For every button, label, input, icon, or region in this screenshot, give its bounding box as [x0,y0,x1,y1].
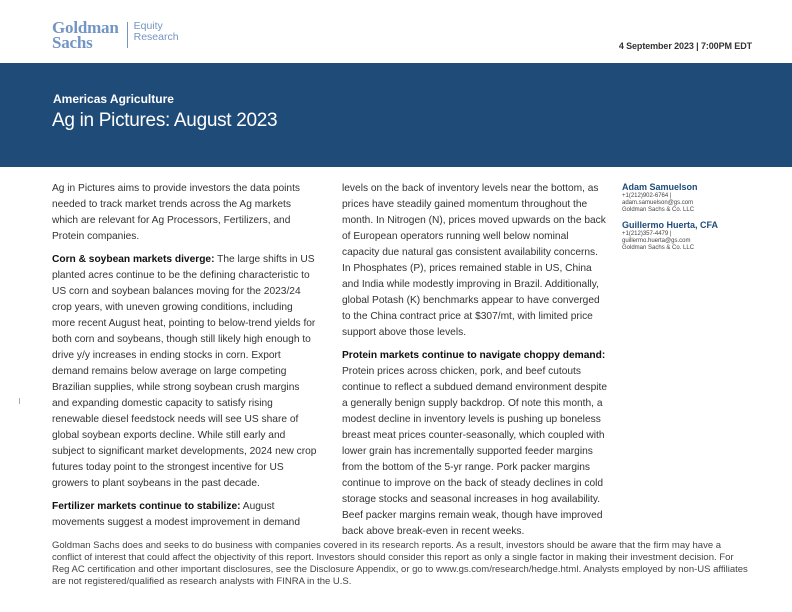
logo-division [134,21,179,43]
section-label: Americas Agriculture [53,92,174,106]
author-firm: Goldman Sachs & Co. LLC [622,245,695,251]
logo-line-1: Goldman [52,18,119,37]
fertilizer-text: August movements suggest a modest improvement in demand [52,501,301,528]
author-phone: +1(212)902-6764 | [622,193,672,199]
author-name[interactable]: Guillermo Huerta, CFA [622,220,719,230]
corn-soybean-heading: Corn & soybean markets diverge: [52,254,215,265]
corn-soybean-paragraph [52,252,318,492]
margin-tick-mark [19,398,20,404]
logo-wordmark [52,20,119,50]
author-email[interactable]: adam.samuelson@gs.com [622,200,694,206]
column-left [52,181,318,538]
fertilizer-paragraph [52,499,318,531]
goldman-sachs-logo [52,20,179,50]
author-name[interactable]: Adam Samuelson [622,182,698,192]
authors-panel [622,182,772,258]
publish-date: 4 September 2023 | 7:00PM EDT [618,41,752,51]
author-entry [622,220,772,252]
logo-line-2: Sachs [52,33,93,52]
author-email[interactable]: guillermo.huerta@gs.com [622,238,691,244]
author-firm: Goldman Sachs & Co. LLC [622,207,695,213]
protein-text: Protein prices across chicken, pork, and beef cutouts continue to reflect a subdued demand environment despite a generally benign supply backdrop. Of note this month, a modest decline in inventory levels is pushing up boneless breast meat prices counter-seasonally, which coupled with lower grain has incrementally supported feeder margins from the bottom of the 5-yr range. Pork packer margins continue to improve on the back of steady declines in cold storage stocks and seasonal increases in hog availability. Beef packer margins remain weak, though have improved back above break-even in recent weeks. [342,366,608,537]
fertilizer-heading: Fertilizer markets continue to stabilize: [52,501,241,512]
protein-paragraph [342,348,608,540]
fertilizer-continued: levels on the back of inventory levels near the bottom, as prices have steadily gained momentum throughout the month. In Nitrogen (N), prices moved upwards on the back of European operators running well below nominal capacity due natural gas consistent availability concerns. In Phosphates (P), prices remained stable in US, China and India while modestly improving in Brazil. Additionally, global Potash (K) benchmarks appear to have converged to the China contract price at $307/mt, with limited price support above those levels. [342,183,606,338]
corn-soybean-text: The large shifts in US planted acres continue to be the defining characteristic to US corn and soybean balances moving for the 2023/24 crop years, with uneven growing conditions, including more recent August heat, pointing to below-trend yields for both corn and soybeans, though still likely high enough to drive y/y increases in ending stocks in corn. Export demand remains below average on large competing Brazilian supplies, while strong soybean crush margins and expanding domestic capacity to satisfy rising renewable diesel feedstock needs will see US share of global soybean exports decline. While still early and subject to significant market developments, 2024 new crop futures today point to the strongest incentive for US growers to plant soybeans in the past decade. [52,254,317,489]
logo-division-line-2: Research [133,31,179,43]
disclaimer-text: Goldman Sachs does and seeks to do business with companies covered in its research reports. As a result, investors should be aware that the firm may have a conflict of interest that could affect the objectivity of this report. Investors should consider this report as only a single factor in making their investment decision. For Reg AC certification and other important disclosures, see the Disclosure Appendix, or go to www.gs.com/research/hedge.html. Analysts employed by non-US affiliates are not registered/qualified as research analysts with FINRA in the U.S. [52,540,748,587]
report-title: Ag in Pictures: August 2023 [52,110,278,131]
protein-heading: Protein markets continue to navigate choppy demand: [342,350,606,361]
author-phone: +1(212)357-4479 | [622,231,672,237]
logo-division-line-1: Equity [133,20,163,32]
intro-paragraph: Ag in Pictures aims to provide investors the data points needed to track market trends across the Ag markets which are relevant for Ag Processors, Fertilizers, and Protein companies. [52,183,301,242]
logo-divider [127,22,128,48]
author-entry [622,182,772,214]
column-right [342,181,608,547]
